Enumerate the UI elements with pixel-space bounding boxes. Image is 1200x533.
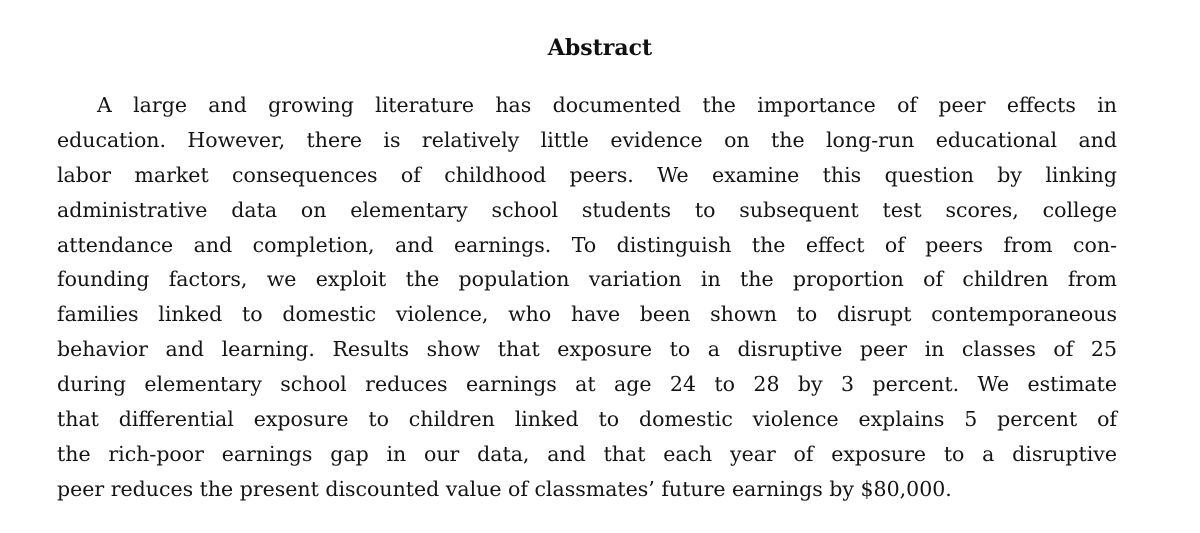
abstract-line: A large and growing literature has documented the importance of peer effects in xyxy=(97,93,1117,117)
abstract-paragraph xyxy=(57,88,1117,507)
abstract-line: during elementary school reduces earnings at age 24 to 28 by 3 percent. We estimate xyxy=(57,372,1117,397)
abstract-line: labor market consequences of childhood peers. We examine this question by linking xyxy=(57,162,1117,187)
abstract-line: families linked to domestic violence, who have been shown to disrupt contemporaneous xyxy=(57,302,1117,327)
abstract-line: behavior and learning. Results show that exposure to a disruptive peer in classes of 25 xyxy=(57,337,1117,362)
abstract-heading: Abstract xyxy=(547,35,653,61)
abstract-line: the rich-poor earnings gap in our data, and that each year of exposure to a disruptive xyxy=(57,441,1117,466)
abstract-line: founding factors, we exploit the population variation in the proportion of children from xyxy=(57,267,1117,292)
abstract-line: attendance and completion, and earnings. To distinguish the effect of peers from con- xyxy=(57,232,1117,257)
abstract-line: education. However, there is relatively little evidence on the long-run educational and xyxy=(57,127,1117,152)
abstract-line: peer reduces the present discounted value of classmates’ future earnings by $80,000. xyxy=(57,476,952,501)
abstract-line: administrative data on elementary school students to subsequent test scores, college xyxy=(57,197,1117,222)
abstract-line: that differential exposure to children linked to domestic violence explains 5 percent of xyxy=(57,407,1117,432)
